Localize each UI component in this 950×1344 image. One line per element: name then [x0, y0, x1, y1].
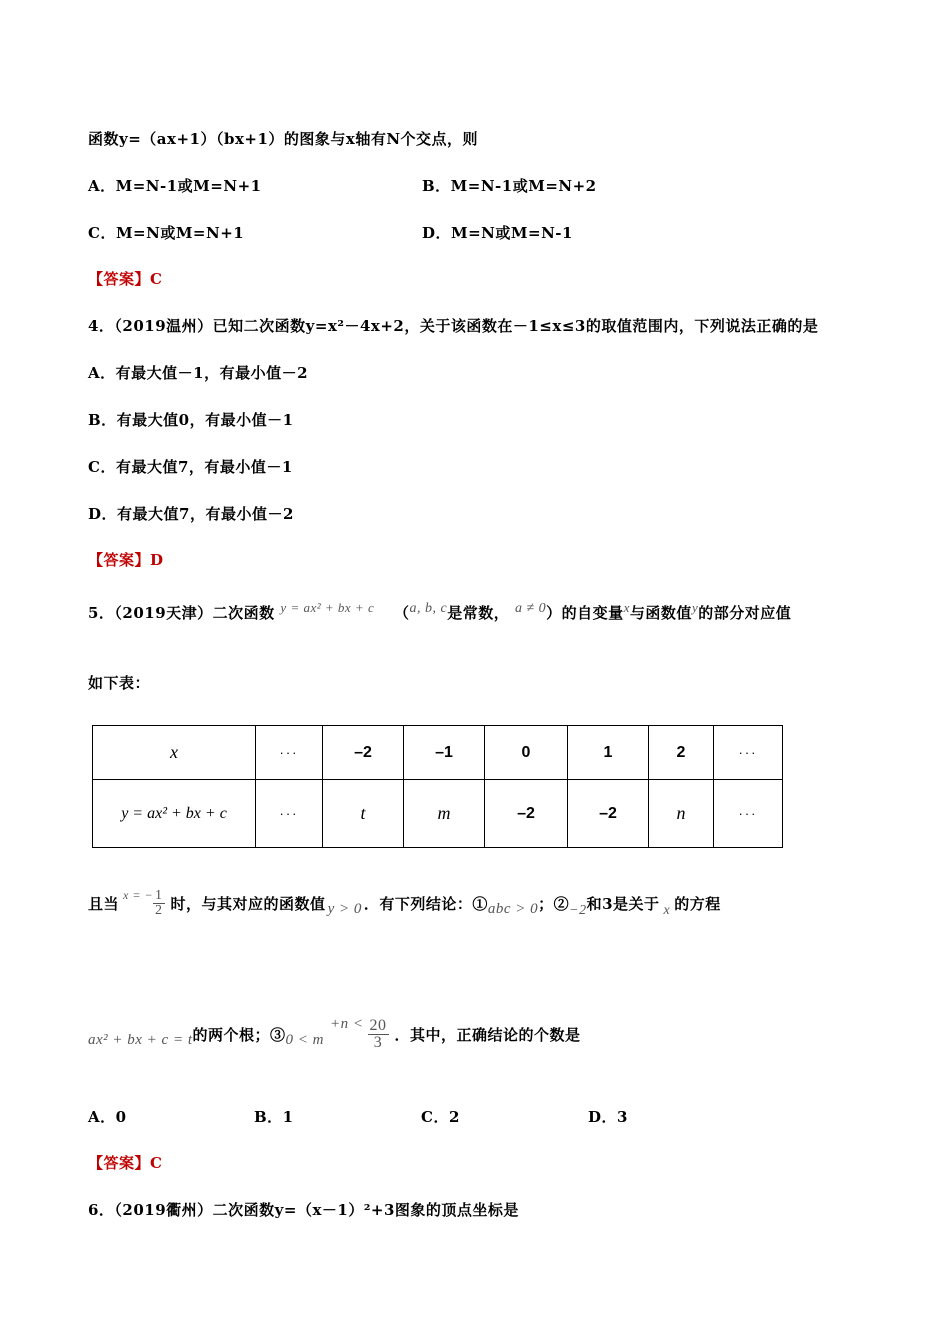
q5-cond-fraction: [153, 889, 165, 918]
q5-stem-line2: 如下表：: [88, 674, 151, 692]
q5-cond-var: x: [663, 903, 671, 918]
q3-option-b: B．M=N-1或M=N+2: [422, 177, 597, 195]
q6-stem: 6．（2019衢州）二次函数y=（x－1）²+3图象的顶点坐标是: [88, 1201, 519, 1219]
table-row: [93, 726, 783, 780]
table-cell: –2: [568, 780, 649, 848]
table-cell: ···: [256, 726, 323, 780]
q3-option-d: D．M=N或M=N-1: [422, 224, 573, 242]
table-cell: –2: [485, 780, 568, 848]
table-cell: m: [404, 780, 485, 848]
q5-cond-mid2: ．有下列结论：①: [363, 894, 488, 913]
q4-option-b: B．有最大值0，有最小值－1: [88, 411, 294, 429]
table-cell: 1: [568, 726, 649, 780]
q5-stem-x: x: [623, 600, 630, 615]
table-row: [93, 780, 783, 848]
q4-answer: 【答案】D: [88, 551, 164, 569]
table-cell: –1: [404, 726, 485, 780]
q5-option-d: D．3: [588, 1108, 628, 1126]
q5-stem-mid2: 是常数，: [447, 604, 510, 622]
q3-stem: 函数y=（ax+1）（bx+1）的图象与x轴有N个交点，则: [88, 130, 479, 148]
q5-stem-mid3: ）的自变量: [546, 604, 624, 622]
q5-eq-mid1: 的两个根；③: [192, 1025, 286, 1044]
q5-stem-consts: a, b, c: [409, 601, 448, 616]
q4-option-d: D．有最大值7，有最小值－2: [88, 505, 294, 523]
table-cell: x: [93, 726, 256, 780]
q5-stem-cond: a ≠ 0: [514, 601, 547, 616]
q5-cond-y: y > 0: [327, 900, 362, 917]
table-cell: ···: [714, 726, 783, 780]
q5-eq-formula: ax² + bx + c = t: [88, 1031, 193, 1048]
q5-option-a: A．0: [88, 1108, 127, 1126]
q5-eq-ineq2: +n <: [330, 1015, 364, 1032]
q5-value-table: [92, 725, 783, 848]
table-cell: –2: [323, 726, 404, 780]
q5-option-b: B．1: [254, 1108, 294, 1126]
q5-cond-neg2: −2: [569, 903, 587, 918]
table-cell: n: [649, 780, 714, 848]
table-cell: ···: [714, 780, 783, 848]
q5-stem-y: y: [691, 600, 699, 615]
q5-eq-frac-num: 20: [369, 1016, 387, 1034]
q5-cond-mid4: 和3是关于: [586, 894, 660, 913]
q5-cond-frac-den: 2: [155, 902, 163, 918]
q5-cond-frac-num: 1: [155, 887, 163, 903]
table-cell: y = ax² + bx + c: [93, 780, 256, 848]
q5-condition: [88, 880, 721, 926]
q5-eq-frac-den: 3: [373, 1033, 383, 1051]
table-cell: 2: [649, 726, 714, 780]
q5-stem-formula: y = ax² + bx + c: [280, 600, 375, 615]
table-cell: t: [323, 780, 404, 848]
q5-eq-suffix: ．其中，正确结论的个数是: [394, 1025, 581, 1044]
q5-option-c: C．2: [421, 1108, 460, 1126]
q5-eq-ineq1: 0 < m: [285, 1031, 324, 1048]
q3-option-c: C．M=N或M=N+1: [88, 224, 245, 242]
q5-answer: 【答案】C: [88, 1154, 163, 1172]
q5-equation: [88, 1008, 581, 1060]
q4-stem: 4．（2019温州）已知二次函数y=x²－4x+2，关于该函数在－1≤x≤3的取值范围内，下列说法正确的是: [88, 317, 819, 335]
q5-cond-mid1: 时，与其对应的函数值: [170, 894, 326, 913]
q5-cond-x: x = −: [123, 887, 154, 902]
q5-cond-abc: abc > 0: [487, 900, 539, 917]
q5-cond-mid3: ；②: [538, 894, 570, 913]
q4-option-a: A．有最大值－1，有最小值－2: [88, 364, 309, 382]
q5-eq-fraction: [368, 1018, 389, 1051]
q4-option-c: C．有最大值7，有最小值－1: [88, 458, 293, 476]
q5-stem-prefix: 5．（2019天津）二次函数: [88, 604, 275, 622]
table-cell: 0: [485, 726, 568, 780]
q5-stem-suffix: 的部分对应值: [698, 604, 792, 622]
q3-option-a: A．M=N-1或M=N+1: [88, 177, 262, 195]
q3-answer: 【答案】C: [88, 270, 163, 288]
table-cell: ···: [256, 780, 323, 848]
q5-cond-prefix: 且当: [88, 894, 120, 913]
q5-cond-suffix: 的方程: [674, 894, 721, 913]
q5-stem: [88, 600, 791, 623]
q5-stem-mid1: （: [393, 604, 410, 622]
q5-stem-mid4: 与函数值: [629, 604, 692, 622]
